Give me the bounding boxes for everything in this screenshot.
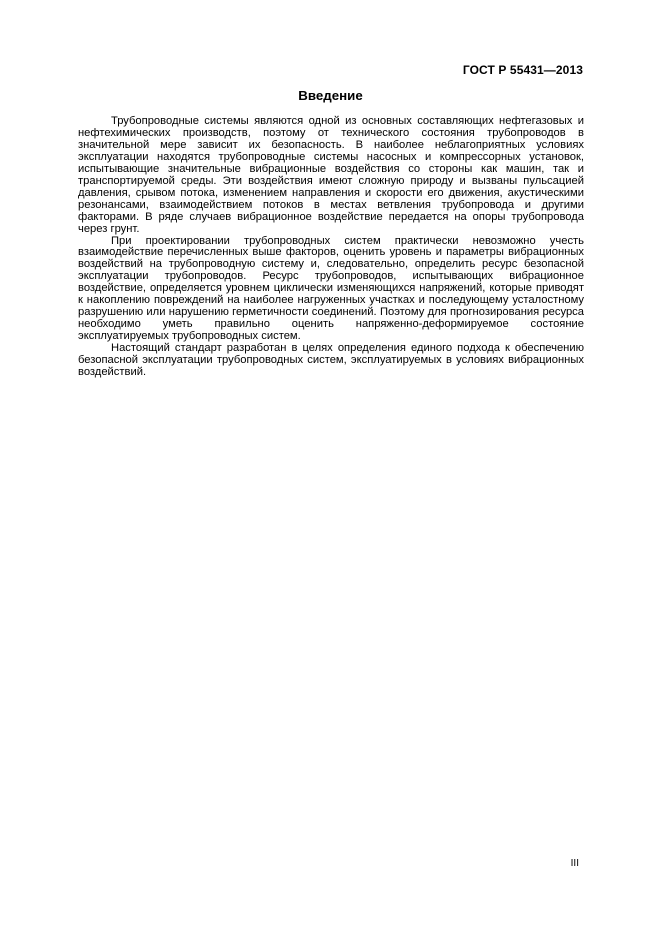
paragraph: При проектировании трубопроводных систем практически невозможно учесть взаимодействие перечисленных выше факторов, оценить уровень и параметры вибрационных воздействий на трубопроводную систему и, следовательно, определить ресурс безопасной эксплуатации трубопроводов. Ресурс трубопроводов, испытывающих вибрационное воздействие, определяется уровнем циклически изменяющихся напряжений, которые приводят к накоплению повреждений на наиболее нагруженных участках и последующему усталостному разрушению или нарушению герметичности соединений. Поэтому для прогнозирования ресурса необходимо уметь правильно оценить напряженно-деформируемое состояние эксплуатируемых трубопроводных систем. — [78, 234, 584, 343]
body-text — [78, 116, 584, 379]
paragraph: Настоящий стандарт разработан в целях определения единого подхода к обеспечению безопасной эксплуатации трубопроводных систем, эксплуатируемых в условиях вибрационных воздействий. — [78, 342, 584, 379]
section-title: Введение — [298, 88, 363, 103]
page-number: III — [570, 858, 579, 869]
document-code: ГОСТ Р 55431—2013 — [462, 63, 583, 77]
paragraph: Трубопроводные системы являются одной из основных составляющих нефтегазовых и нефтехимических производств, поэтому от технического состояния трубопроводов в значительной мере зависит их безопасность. В наиболее неблагоприятных условиях эксплуатации находятся трубопроводные системы насосных и компрессорных установок, испытывающие значительные вибрационные воздействия со стороны как машин, так и транспортируемой среды. Эти воздействия имеют сложную природу и вызваны пульсацией давления, срывом потока, изменением направления и скорости его движения, акустическими резонансами, взаимодействием потоков в местах ветвления трубопровода и другими факторами. В ряде случаев вибрационное воздействие передается на опоры трубопровода через грунт. — [78, 115, 584, 235]
